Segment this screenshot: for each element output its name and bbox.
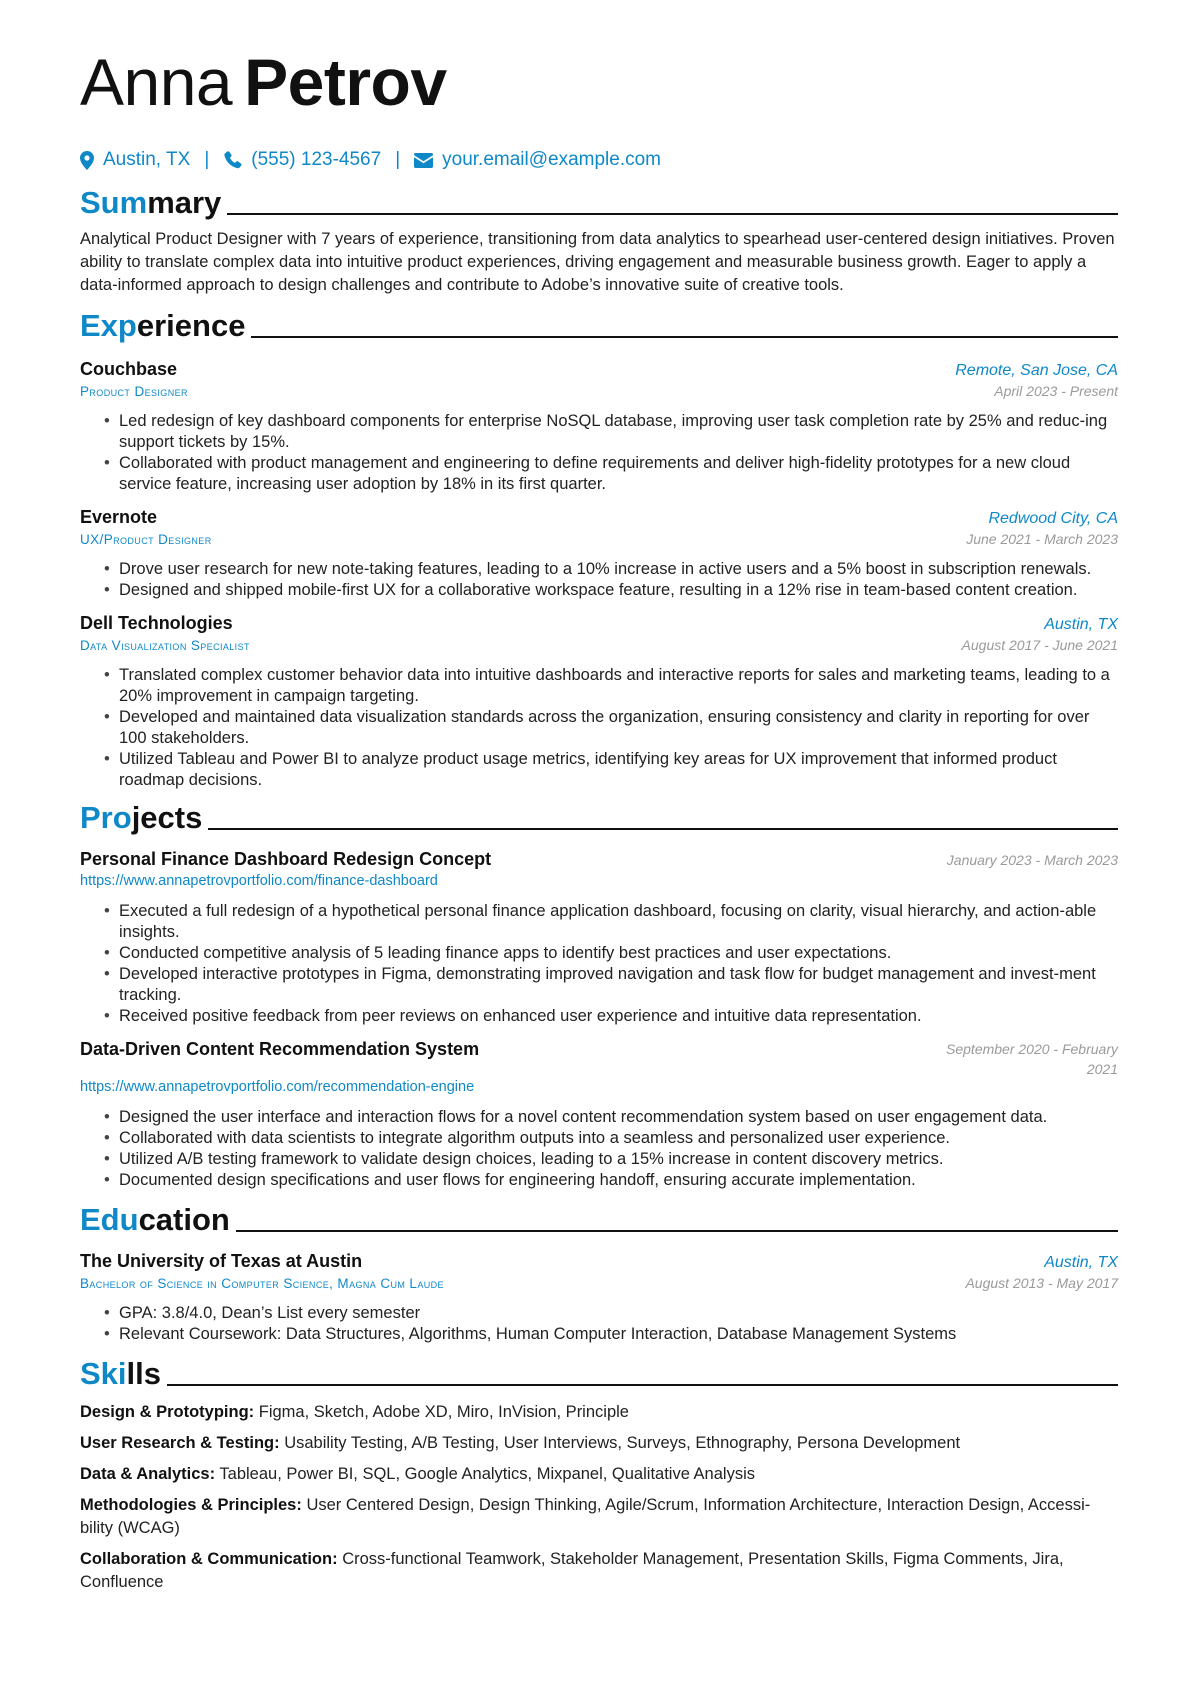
list-item: • Designed the user interface and interaction flows for a novel content recommendation system based on user engagement data.	[104, 1107, 1118, 1128]
list-item: • Collaborated with data scientists to integrate algorithm outputs into a seamless and personalized user experience.	[104, 1128, 1118, 1149]
list-item: • Documented design specifications and user flows for engineering handoff, ensuring accurate implementation.	[104, 1170, 1118, 1191]
projects-section-header	[80, 799, 1118, 837]
bullet-list	[104, 559, 1118, 601]
list-item: • Utilized A/B testing framework to validate design choices, leading to a 15% increase in content discovery metrics.	[104, 1149, 1118, 1170]
skills-list	[80, 1401, 1118, 1594]
contact-separator: |	[204, 149, 210, 170]
location-text: Austin, TX	[103, 149, 191, 170]
section-title: Skills	[80, 1356, 161, 1391]
school-location: Austin, TX	[1044, 1254, 1118, 1271]
skill-value: Usability Testing, A/B Testing, User Interviews, Surveys, Ethnography, Persona Development	[284, 1434, 961, 1452]
skill-label: Collaboration & Communication:	[80, 1550, 338, 1568]
skill-label: Design & Prototyping:	[80, 1403, 255, 1421]
list-item: • Developed and maintained data visualization standards across the organization, ensuring consistency and clarity in reporting for over 100 stakeholders.	[104, 707, 1118, 749]
project-entry	[80, 1039, 1118, 1191]
skill-value: Cross-functional Teamwork, Stakeholder Management, Presentation Skills, Figma Comments, Jira, Confluence	[80, 1550, 1064, 1591]
contact-bar	[80, 148, 1118, 172]
skill-label: User Research & Testing:	[80, 1434, 280, 1452]
skill-value: Figma, Sketch, Adobe XD, Miro, InVision, Principle	[258, 1403, 629, 1421]
skills-section-header	[80, 1355, 1118, 1393]
job-location: Austin, TX	[1044, 616, 1118, 633]
list-item: • Conducted competitive analysis of 5 leading finance apps to identify best practices and user expectations.	[104, 943, 1118, 964]
project-dates	[946, 1039, 1118, 1079]
section-title: Summary	[80, 185, 222, 220]
summary-section-header	[80, 184, 1118, 222]
education-section-header	[80, 1201, 1118, 1239]
project-dates-line: September 2020 - February	[946, 1041, 1118, 1057]
company-name: Evernote	[80, 507, 158, 527]
list-item: • GPA: 3.8/4.0, Dean’s List every semester	[104, 1303, 1118, 1324]
skill-row	[80, 1494, 1118, 1540]
bullet-list	[104, 1303, 1118, 1345]
contact-location	[80, 149, 190, 171]
job-role: UX/Product Designer	[80, 532, 212, 547]
school-name: The University of Texas at Austin	[80, 1251, 363, 1271]
contact-separator: |	[395, 149, 401, 170]
skill-label: Methodologies & Principles:	[80, 1496, 302, 1514]
candidate-name	[80, 44, 1118, 120]
email-text: your.email@example.com	[442, 149, 661, 170]
section-rule	[236, 1230, 1118, 1232]
bullet-list	[104, 1107, 1118, 1191]
job-location: Remote, San Jose, CA	[955, 362, 1118, 379]
bullet-list	[104, 901, 1118, 1027]
skill-value: Tableau, Power BI, SQL, Google Analytics, Mixpanel, Qualitative Analysis	[219, 1465, 755, 1483]
list-item: • Led redesign of key dashboard components for enterprise NoSQL database, improving user task completion rate by 25% and reduc-ing support tickets by 15%.	[104, 411, 1118, 453]
project-link[interactable]: https://www.annapetrovportfolio.com/recommendation-engine	[80, 1079, 475, 1095]
skill-label: Data & Analytics:	[80, 1465, 216, 1483]
degree: Bachelor of Science in Computer Science, Magna Cum Laude	[80, 1276, 444, 1291]
job-dates: April 2023 - Present	[994, 383, 1118, 399]
section-title: Projects	[80, 800, 203, 835]
section-title: Experience	[80, 308, 246, 343]
envelope-icon	[414, 153, 433, 168]
section-rule	[167, 1384, 1118, 1386]
job-location: Redwood City, CA	[988, 510, 1118, 527]
project-title: Data-Driven Content Recommendation System	[80, 1039, 480, 1059]
bullet-list	[104, 665, 1118, 791]
project-dates: January 2023 - March 2023	[946, 852, 1118, 868]
list-item: • Utilized Tableau and Power BI to analyze product usage metrics, identifying key areas for UX improvement that informed product roadmap decisions.	[104, 749, 1118, 791]
skill-row	[80, 1548, 1118, 1594]
summary-text: Analytical Product Designer with 7 years of experience, transitioning from data analytics to spearhead user-centered design initiatives. Proven ability to translate complex data into intuitive product experiences, driving engagement and measurable business growth. Eager to apply a data-informed approach to design challenges and contribute to Adobe’s innovative suite of creative tools.	[80, 230, 1115, 294]
section-rule	[227, 213, 1118, 215]
project-entry	[80, 849, 1118, 1027]
experience-entry	[80, 359, 1118, 495]
section-rule	[251, 336, 1118, 338]
experience-entry	[80, 507, 1118, 601]
contact-phone[interactable]	[223, 149, 381, 171]
first-name: Anna	[80, 45, 233, 119]
list-item: • Designed and shipped mobile-first UX for a collaborative workspace feature, resulting in a 12% rise in team-based content creation.	[104, 580, 1118, 601]
job-dates: June 2021 - March 2023	[966, 531, 1118, 547]
contact-email[interactable]	[414, 149, 661, 171]
phone-text: (555) 123-4567	[251, 149, 382, 170]
job-dates: August 2017 - June 2021	[961, 637, 1118, 653]
skill-row	[80, 1401, 1118, 1424]
section-title: Education	[80, 1202, 230, 1237]
phone-icon	[223, 151, 242, 170]
skill-row	[80, 1432, 1118, 1455]
skill-value: User Centered Design, Design Thinking, Agile/Scrum, Information Architecture, Interaction Design, Accessi-bility (WCAG)	[80, 1496, 1091, 1537]
project-link[interactable]: https://www.annapetrovportfolio.com/finance-dashboard	[80, 873, 438, 889]
list-item: • Translated complex customer behavior data into intuitive dashboards and interactive reports for sales and marketing teams, leading to a 20% improvement in campaign targeting.	[104, 665, 1118, 707]
company-name: Couchbase	[80, 359, 178, 379]
job-role: Data Visualization Specialist	[80, 638, 250, 653]
list-item: • Developed interactive prototypes in Figma, demonstrating improved navigation and task flow for budget management and invest-ment tracking.	[104, 964, 1118, 1006]
list-item: • Received positive feedback from peer reviews on enhanced user experience and intuitive data representation.	[104, 1006, 1118, 1027]
experience-section-header	[80, 307, 1118, 345]
experience-entry	[80, 613, 1118, 791]
section-rule	[208, 828, 1118, 830]
skill-row	[80, 1463, 1118, 1486]
bullet-list	[104, 411, 1118, 495]
education-dates: August 2013 - May 2017	[965, 1275, 1118, 1291]
education-entry	[80, 1251, 1118, 1345]
list-item: • Drove user research for new note-taking features, leading to a 10% increase in active users and a 5% boost in subscription renewals.	[104, 559, 1118, 580]
job-role: Product Designer	[80, 384, 188, 399]
list-item: • Collaborated with product management and engineering to define requirements and deliver high-fidelity prototypes for a new cloud service feature, increasing user adoption by 18% in its first quarter.	[104, 453, 1118, 495]
last-name: Petrov	[244, 45, 447, 119]
company-name: Dell Technologies	[80, 613, 233, 633]
project-dates-line: 2021	[1086, 1061, 1118, 1077]
list-item: • Relevant Coursework: Data Structures, Algorithms, Human Computer Interaction, Database Management Systems	[104, 1324, 1118, 1345]
list-item: • Executed a full redesign of a hypothetical personal finance application dashboard, focusing on clarity, visual hierarchy, and action-able insights.	[104, 901, 1118, 943]
map-pin-icon	[80, 151, 94, 170]
project-title: Personal Finance Dashboard Redesign Concept	[80, 849, 492, 869]
